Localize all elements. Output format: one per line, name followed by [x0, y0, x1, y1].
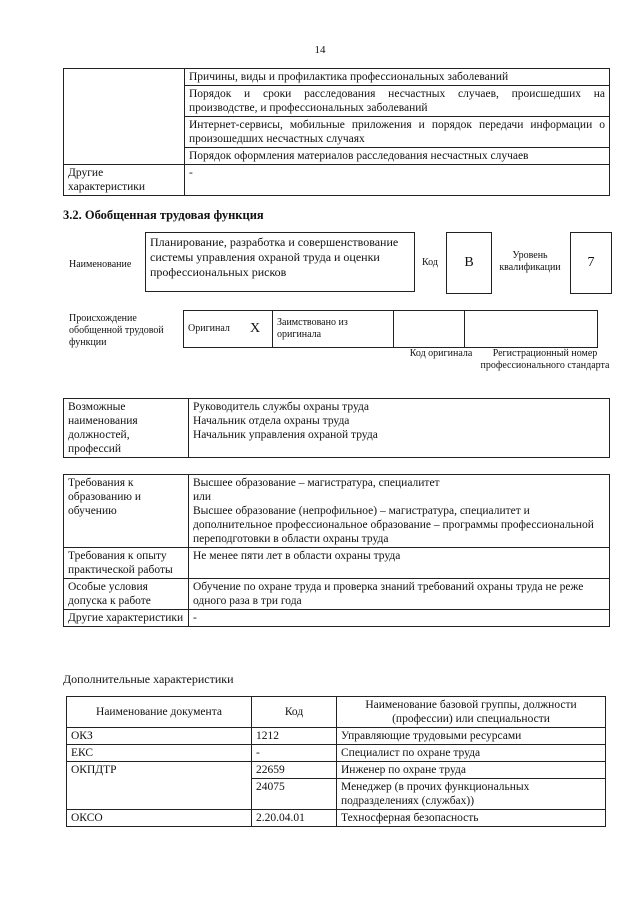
original-mark: X — [246, 311, 273, 348]
reg-number-label: Регистрационный номер профессионального стандарта — [480, 348, 610, 371]
name-cell: Инженер по охране труда — [337, 762, 606, 779]
name-cell: Менеджер (в прочих функциональных подразделениях (службах)) — [337, 779, 606, 810]
code-original-label: Код оригинала — [409, 348, 473, 359]
original-label: Оригинал — [184, 311, 247, 348]
code-cell: 1212 — [252, 728, 337, 745]
knowledge-row: Причины, виды и профилактика профессиональных заболеваний — [185, 69, 610, 86]
doc-cell: ОКЗ — [67, 728, 252, 745]
education-label: Требования к образованию и обучению — [64, 475, 189, 548]
experience-label: Требования к опыту практической работы — [64, 548, 189, 579]
code-cell: 24075 — [252, 779, 337, 810]
level-label: Уровень квалификации — [499, 250, 561, 273]
code-label: Код — [422, 257, 438, 268]
page-number: 14 — [314, 44, 326, 56]
positions-label: Возможные наименования должностей, профессий — [64, 399, 189, 458]
doc-cell: ЕКС — [67, 745, 252, 762]
name-cell: Техносферная безопасность — [337, 810, 606, 827]
experience-value: Не менее пяти лет в области охраны труда — [189, 548, 610, 579]
other-characteristics-label: Другие характеристики — [64, 165, 185, 196]
table-row — [67, 745, 606, 762]
additional-table — [66, 696, 606, 827]
reg-number-cell — [465, 311, 598, 348]
knowledge-table — [63, 68, 610, 196]
code-cell: 22659 — [252, 762, 337, 779]
education-value — [189, 475, 610, 548]
name-label: Наименование — [69, 259, 132, 270]
borrowed-label: Заимствовано из оригинала — [273, 311, 394, 348]
header-name: Наименование базовой группы, должности (профессии) или специальности — [337, 697, 606, 728]
function-name-box: Планирование, разработка и совершенствование системы управления охраной труда и оценки профессиональных рисков — [145, 232, 415, 292]
additional-title: Дополнительные характеристики — [63, 672, 234, 686]
code-cell: 2.20.04.01 — [252, 810, 337, 827]
knowledge-row: Интернет-сервисы, мобильные приложения и порядок передачи информации о произошедших несчастных случаях — [185, 117, 610, 148]
other-characteristics-value: - — [189, 610, 610, 627]
code-value-box: B — [446, 232, 492, 294]
requirements-table — [63, 474, 610, 627]
position-item: Начальник отдела охраны труда — [193, 415, 350, 427]
name-cell: Управляющие трудовыми ресурсами — [337, 728, 606, 745]
origin-table — [183, 310, 598, 348]
origin-label: Происхождение обобщенной трудовой функции — [69, 313, 164, 348]
education-line: Высшее образование (непрофильное) – магистратура, специалитет и дополнительное профессиональное образование – программы профессиональной переподготовки в области охраны труда — [193, 505, 594, 545]
doc-cell: ОКПДТР — [67, 762, 252, 810]
positions-table — [63, 398, 610, 458]
education-line: или — [193, 491, 212, 503]
table-row — [67, 728, 606, 745]
doc-cell: ОКСО — [67, 810, 252, 827]
header-code: Код — [252, 697, 337, 728]
code-cell: - — [252, 745, 337, 762]
other-characteristics-value: - — [185, 165, 610, 196]
position-item: Начальник управления охраной труда — [193, 429, 378, 441]
knowledge-row: Порядок и сроки расследования несчастных случаев, происшедших на производстве, и профессиональных заболеваний — [185, 86, 610, 117]
positions-list — [189, 399, 610, 458]
knowledge-label-cell — [64, 69, 185, 165]
knowledge-row: Порядок оформления материалов расследования несчастных случаев — [185, 148, 610, 165]
special-conditions-label: Особые условия допуска к работе — [64, 579, 189, 610]
code-original-cell — [394, 311, 465, 348]
education-line: Высшее образование – магистратура, специалитет — [193, 477, 440, 489]
other-characteristics-label: Другие характеристики — [64, 610, 189, 627]
section-title: 3.2. Обобщенная трудовая функция — [63, 208, 264, 222]
table-row — [67, 810, 606, 827]
table-row — [67, 762, 606, 779]
header-document: Наименование документа — [67, 697, 252, 728]
level-value-box: 7 — [570, 232, 612, 294]
special-conditions-value: Обучение по охране труда и проверка знаний требований охраны труда не реже одного раза в три года — [189, 579, 610, 610]
position-item: Руководитель службы охраны труда — [193, 401, 369, 413]
name-cell: Специалист по охране труда — [337, 745, 606, 762]
